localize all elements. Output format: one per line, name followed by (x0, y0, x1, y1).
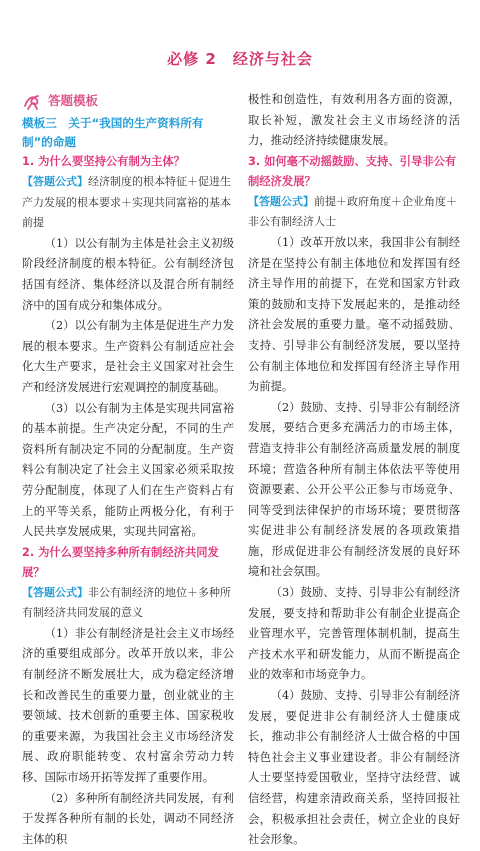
formula-text: 经济制度的根本特征＋促进生产力发展的根本要求＋实现共同富裕的基本前提 (22, 175, 231, 230)
left-column (22, 90, 234, 851)
question-3-paragraph-4: （4）鼓励、支持、引导非公有制经济发展，要促进非公有制经济人士健康成长，推动非公有制经济人士做合格的中国特色社会主义事业建设者。非公有制经济人士要坚持爱国敬业，坚持守法经营、诚信经营，构建亲清政商关系，坚持回报社会，积极承担社会责任，树立企业的良好社会形象。 (248, 689, 460, 847)
question-1-paragraph-1: （1）以公有制为主体是社会主义初级阶段经济制度的根本特征。公有制经济包括国有经济、集体经济以及混合所有制经济中的国有成分和集体成分。 (22, 236, 234, 312)
question-2-paragraph-2: （2）多种所有制经济共同发展，有利于发挥各种所有制的长处，调动不同经济主体的积 (22, 791, 234, 846)
question-3-paragraph-1: （1）改革开放以来，我国非公有制经济是在坚持公有制主体地位和发挥国有经济主导作用的前提下，在党和国家方针政策的鼓励和支持下发展起来的，是推动经济社会发展的重要力量。毫不动摇鼓励、支持、引导非公有制经济发展，要以坚持公有制主体地位和发挥国有经济主导作用为前提。 (248, 235, 460, 394)
question-3-formula (248, 192, 460, 233)
section-badge (22, 90, 234, 112)
formula-text: 前提＋政府角度＋企业角度＋非公有制经济人士 (248, 194, 457, 229)
question-3-title: 3. 如何毫不动摇鼓励、支持、引导非公有制经济发展？ (248, 154, 457, 188)
continued-paragraph: 极性和创造性，有效利用各方面的资源，取长补短，激发社会主义市场经济的活力，推动经济持续健康发展。 (248, 93, 460, 148)
content-columns (22, 90, 460, 851)
formula-tag: 【答题公式】 (22, 585, 88, 599)
template-title: 模板三 关于“我国的生产资料所有制”的命题 (22, 116, 204, 149)
ribbon-icon (22, 91, 44, 111)
question-1-paragraph-2: （2）以公有制为主体是促进生产力发展的根本要求。生产资料公有制适应社会化大生产要求，是社会主义国家对社会生产和经济发展进行宏观调控的制度基础。 (22, 319, 234, 394)
formula-tag: 【答题公式】 (248, 194, 314, 208)
question-1-paragraph-3: （3）以公有制为主体是实现共同富裕的基本前提。生产决定分配，不同的生产资料所有制决定不同的分配制度。生产资料公有制决定了社会主义国家必须采取按劳分配制度，体现了人们在生产资料占有上的平等关系，能防止两极分化，有利于人民共享发展成果，实现共同富裕。 (22, 401, 234, 539)
page-title: 必修 2 经济与社会 (167, 50, 313, 68)
question-2-formula (22, 583, 234, 624)
question-1-title: 1. 为什么要坚持公有制为主体？ (22, 155, 185, 168)
badge-label: 答题模板 (48, 92, 99, 108)
right-column (248, 90, 460, 851)
question-2-title: 2. 为什么要坚持多种所有制经济共同发展？ (22, 545, 219, 579)
question-1-formula (22, 172, 234, 234)
question-2-paragraph-1: （1）非公有制经济是社会主义市场经济的重要组成部分。改革开放以来，非公有制经济不断发展壮大，成为稳定经济增长和改善民生的重要力量，创业就业的主要领域、技术创新的重要主体、国家税收的重要来源，为我国社会主义市场经济发展、政府职能转变、农村富余劳动力转移、国际市场开拓等发挥了重要作用。 (22, 626, 234, 785)
question-3-paragraph-3: （3）鼓励、支持、引导非公有制经济发展，要支持和帮助非公有制企业提高企业管理水平，完善管理体制机制，提高生产技术水平和研发能力，从而不断提高企业的效率和市场竞争力。 (248, 586, 460, 682)
question-3-paragraph-2: （2）鼓励、支持、引导非公有制经济发展，要结合更多充满活力的市场主体，营造支持非公有制经济高质量发展的制度环境；营造各种所有制主体依法平等使用资源要素、公开公平公正参与市场竞争、同等受到法律保护的市场环境；要贯彻落实促进非公有制经济发展的各项政策措施，形成促进非公有制经济发展的良好环境和社会氛围。 (248, 400, 460, 579)
formula-tag: 【答题公式】 (22, 175, 88, 188)
formula-text: 非公有制经济的地位＋多种所有制经济共同发展的意义 (22, 585, 231, 620)
